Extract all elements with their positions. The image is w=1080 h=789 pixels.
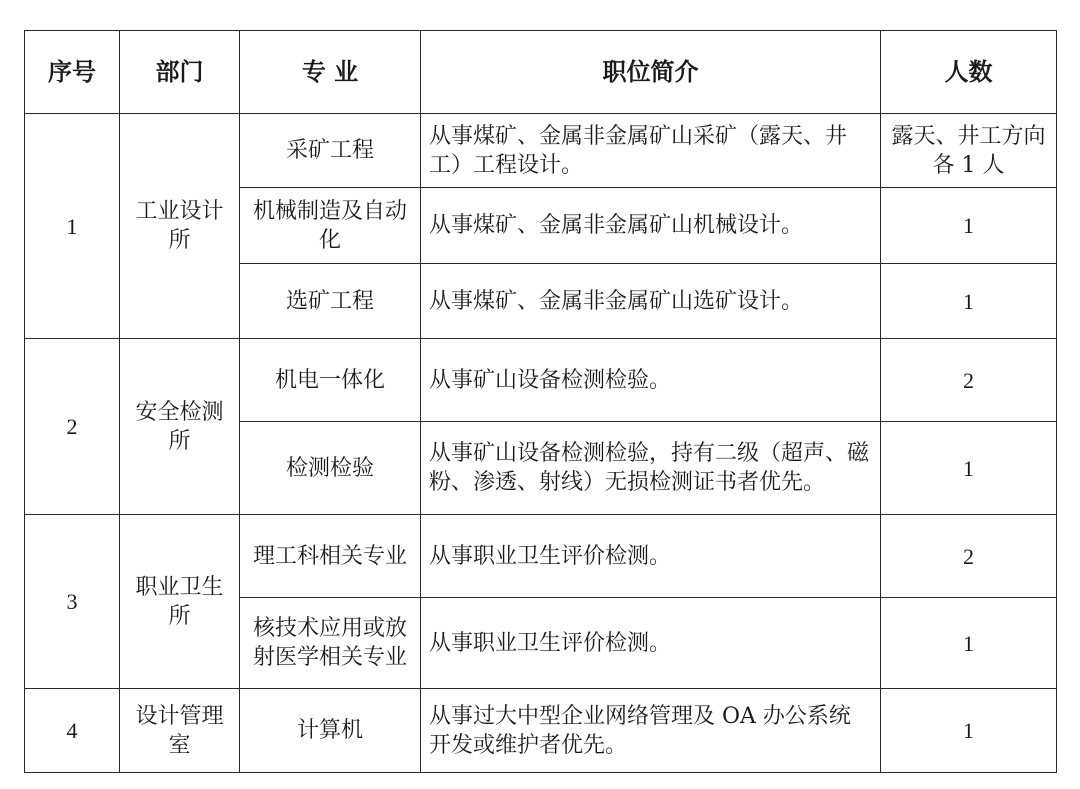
count-cell: 1 [881,422,1057,515]
major-cell: 采矿工程 [240,114,421,188]
table-row [25,339,1057,422]
department-cell: 工业设计所 [120,114,240,339]
count-cell: 1 [881,188,1057,264]
recruitment-table [24,30,1057,773]
table-row [25,689,1057,773]
table-header [25,31,1057,114]
seq-cell: 2 [25,339,120,515]
major-cell: 机电一体化 [240,339,421,422]
seq-cell: 3 [25,515,120,689]
table-row [25,515,1057,598]
count-cell: 1 [881,598,1057,689]
description-cell: 从事矿山设备检测检验。 [421,339,881,422]
header-description: 职位简介 [421,31,881,114]
count-cell: 1 [881,689,1057,773]
department-cell: 设计管理室 [120,689,240,773]
major-cell: 计算机 [240,689,421,773]
description-cell: 从事过大中型企业网络管理及 OA 办公系统开发或维护者优先。 [421,689,881,773]
table-body [25,114,1057,773]
table-row [25,114,1057,188]
department-cell: 职业卫生所 [120,515,240,689]
description-cell: 从事职业卫生评价检测。 [421,515,881,598]
header-row [25,31,1057,114]
count-cell: 2 [881,515,1057,598]
major-cell: 选矿工程 [240,264,421,339]
description-cell: 从事煤矿、金属非金属矿山机械设计。 [421,188,881,264]
header-major: 专 业 [240,31,421,114]
header-count: 人数 [881,31,1057,114]
header-seq: 序号 [25,31,120,114]
header-department: 部门 [120,31,240,114]
major-cell: 理工科相关专业 [240,515,421,598]
seq-cell: 4 [25,689,120,773]
count-cell: 2 [881,339,1057,422]
description-cell: 从事煤矿、金属非金属矿山采矿（露天、井工）工程设计。 [421,114,881,188]
count-cell: 1 [881,264,1057,339]
description-cell: 从事矿山设备检测检验，持有二级（超声、磁粉、渗透、射线）无损检测证书者优先。 [421,422,881,515]
major-cell: 核技术应用或放射医学相关专业 [240,598,421,689]
description-cell: 从事煤矿、金属非金属矿山选矿设计。 [421,264,881,339]
seq-cell: 1 [25,114,120,339]
major-cell: 检测检验 [240,422,421,515]
description-cell: 从事职业卫生评价检测。 [421,598,881,689]
department-cell: 安全检测所 [120,339,240,515]
major-cell: 机械制造及自动化 [240,188,421,264]
count-cell: 露天、井工方向各 1 人 [881,114,1057,188]
